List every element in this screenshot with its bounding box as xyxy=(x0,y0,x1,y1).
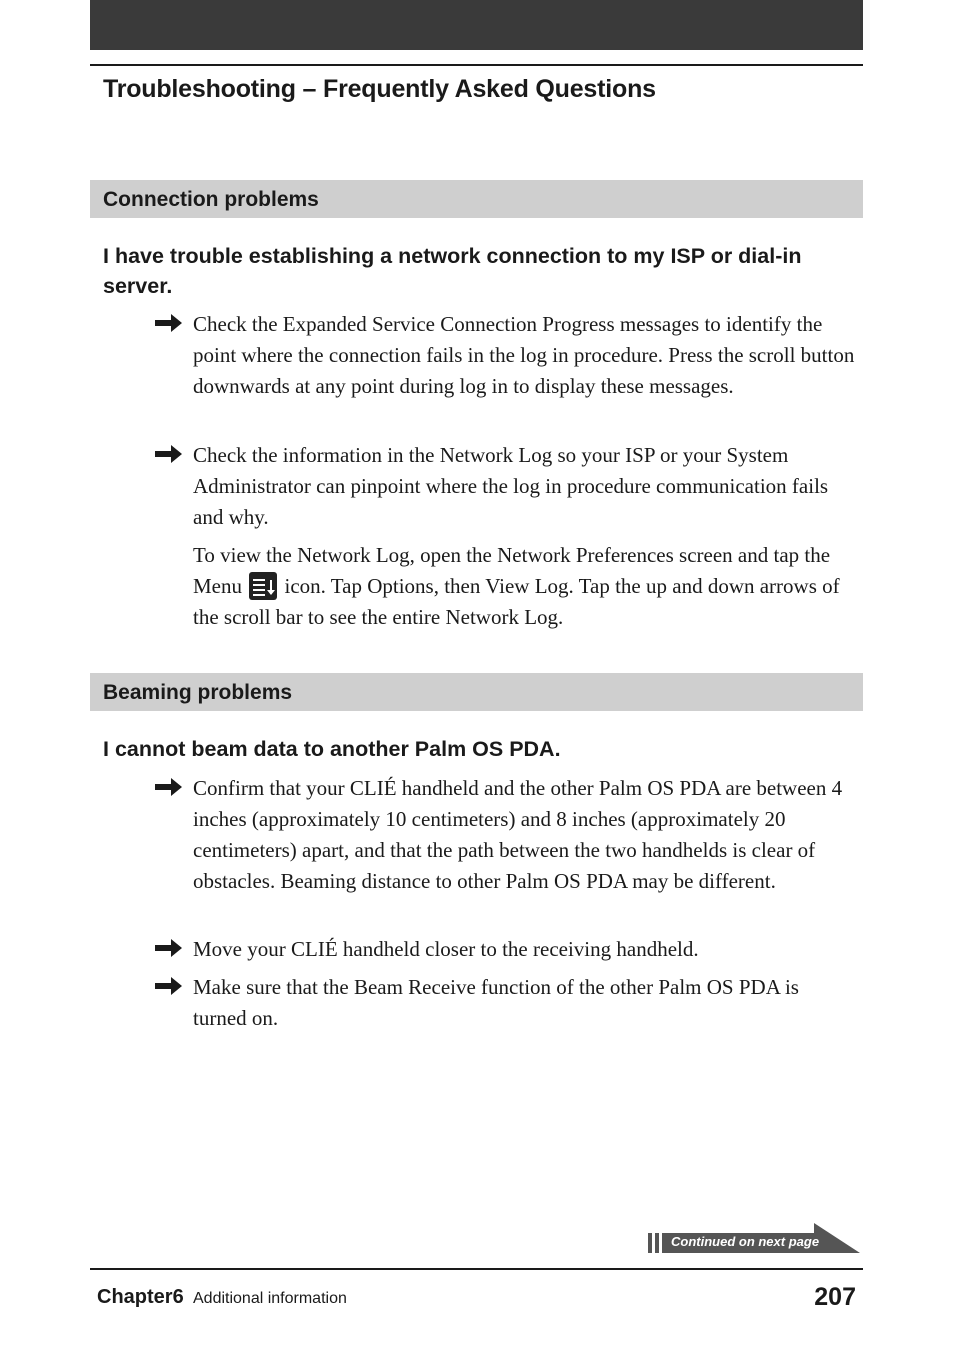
list-item xyxy=(155,972,855,1034)
list-item-text: Check the information in the Network Log so your ISP or your System Administrator can pinpoint where the log in procedure communication fails and why. xyxy=(193,443,829,529)
header-bar xyxy=(90,0,863,50)
section-heading-connection: Connection problems xyxy=(90,180,863,218)
page-title: Troubleshooting – Frequently Asked Questions xyxy=(103,75,656,103)
header-rule xyxy=(90,64,863,66)
section-heading-beaming: Beaming problems xyxy=(90,673,863,711)
list-item xyxy=(155,440,855,533)
note-text-before: To view the Network Log, open the Network Preferences screen and tap the Menu xyxy=(193,543,831,598)
arrow-right-icon xyxy=(155,976,183,996)
footer-section: Additional information xyxy=(193,1290,347,1307)
arrow-right-icon xyxy=(155,444,183,464)
list-item xyxy=(155,773,855,897)
question-beaming: I cannot beam data to another Palm OS PDA. xyxy=(103,737,561,761)
list-item-text: Confirm that your CLIÉ handheld and the other Palm OS PDA are between 4 inches (approximately 10 centimeters) and 8 inches (approximately 20 centimeters) apart, and that the path between the two handhelds is clear of obstacles. Beaming distance to other Palm OS PDA may be different. xyxy=(193,776,843,893)
continued-label: Continued on next page xyxy=(671,1234,820,1249)
arrow-right-icon xyxy=(155,777,183,797)
network-log-note xyxy=(155,540,855,633)
menu-icon xyxy=(249,572,277,600)
arrow-right-icon xyxy=(155,938,183,958)
list-item-text: Move your CLIÉ handheld closer to the receiving handheld. xyxy=(193,937,699,961)
footer-chapter: Chapter6 xyxy=(97,1286,184,1308)
question-connection: I have trouble establishing a network connection to my ISP or dial-in server. xyxy=(103,244,802,298)
list-item-text: Make sure that the Beam Receive function of the other Palm OS PDA is turned on. xyxy=(193,975,799,1030)
note-text-after: icon. Tap Options, then View Log. Tap the up and down arrows of the scroll bar to see the entire Network Log. xyxy=(193,574,840,629)
footer-rule xyxy=(90,1268,863,1270)
list-item-text: Check the Expanded Service Connection Progress messages to identify the point where the connection fails in the log in procedure. Press the scroll button downwards at any point during log in to display these messages. xyxy=(193,312,855,398)
list-item xyxy=(155,309,855,402)
page-number: 207 xyxy=(814,1283,856,1311)
list-item xyxy=(155,934,855,965)
arrow-right-icon xyxy=(155,313,183,333)
